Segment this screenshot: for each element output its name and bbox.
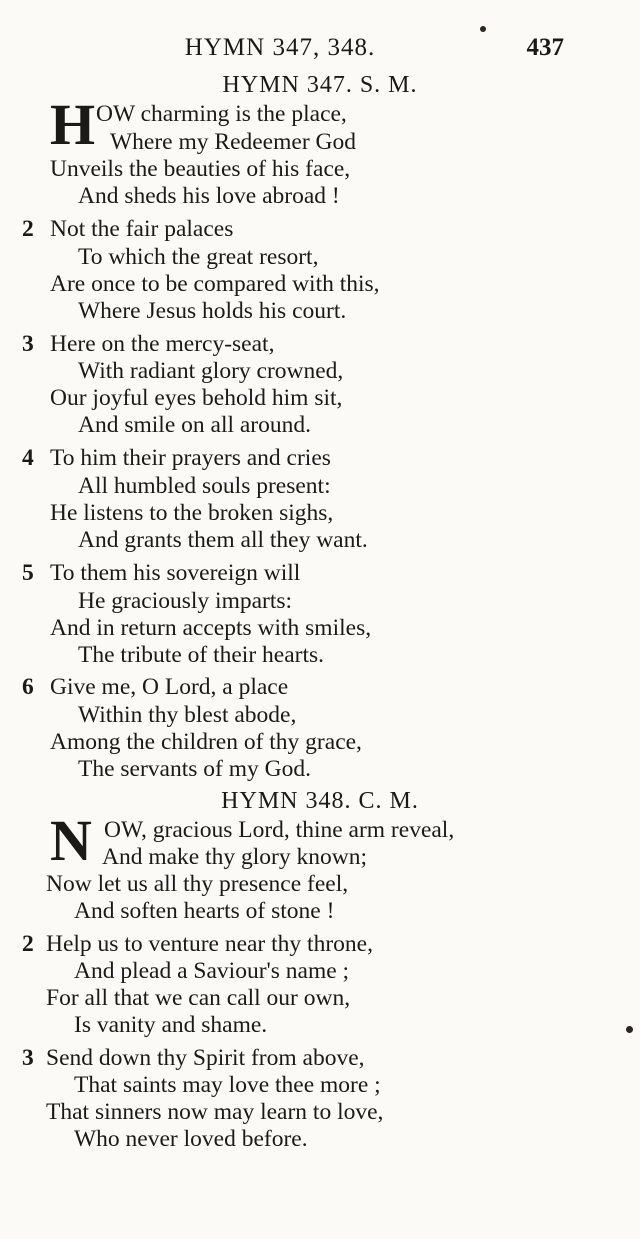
- hymn-348-s3-l1: Send down thy Spirit from above,: [46, 1045, 365, 1071]
- hymn-347-s6-l1: Give me, O Lord, a place: [50, 674, 289, 700]
- hymn-348-s1-l3: Now let us all thy presence feel,: [46, 871, 349, 897]
- hymn-347-s6-l4: The servants of my God.: [78, 756, 311, 782]
- hymn-347-s4-l1: To him their prayers and cries: [50, 445, 331, 471]
- hymn-347-s1-l2: Where my Redeemer God: [110, 129, 356, 155]
- hymn-348-s2-l2: And plead a Saviour's name ;: [74, 958, 350, 984]
- hymn-348-s1-l4: And soften hearts of stone !: [74, 898, 335, 924]
- hymn-347-s3-l2: With radiant glory crowned,: [78, 358, 344, 384]
- hymn-347-s5-number: 5: [22, 560, 34, 586]
- hymn-348-s3-l2: That saints may love thee more ;: [74, 1072, 381, 1098]
- hymn-348-dropcap: N: [50, 808, 92, 873]
- hymn-347-s6-number: 6: [22, 674, 34, 700]
- hymn-347-s6-l3: Among the children of thy grace,: [50, 729, 362, 755]
- hymn-347-s2-number: 2: [22, 216, 34, 242]
- hymn-348-s3-l3: That sinners now may learn to love,: [46, 1099, 384, 1125]
- hymn-348-s1-l2: And make thy glory known;: [102, 844, 367, 870]
- hymn-347-s4-number: 4: [22, 445, 34, 471]
- hymn-348-s2-l4: Is vanity and shame.: [74, 1012, 268, 1038]
- ink-speck: [626, 1026, 633, 1033]
- hymn-348-s2-l3: For all that we can call our own,: [46, 985, 351, 1011]
- page-number: 437: [526, 34, 564, 61]
- hymn-348-heading: HYMN 348. C. M.: [221, 788, 419, 814]
- running-head: [0, 34, 640, 68]
- hymn-347-s5-l1: To them his sovereign will: [50, 560, 301, 586]
- hymn-347-s6-l2: Within thy blest abode,: [78, 702, 297, 728]
- hymn-347-s2-l3: Are once to be compared with this,: [50, 271, 380, 297]
- hymn-347-s5-l3: And in return accepts with smiles,: [50, 615, 372, 641]
- hymn-347-s2-l4: Where Jesus holds his court.: [78, 298, 347, 324]
- hymn-347-s4-l4: And grants them all they want.: [78, 527, 368, 553]
- hymn-347-s4-l3: He listens to the broken sighs,: [50, 500, 334, 526]
- hymn-348-s3-number: 3: [22, 1045, 34, 1071]
- hymn-347-s3-l4: And smile on all around.: [78, 412, 312, 438]
- hymn-348-s1-l1: OW, gracious Lord, thine arm reveal,: [104, 817, 455, 843]
- hymn-347-heading: HYMN 347. S. M.: [222, 72, 418, 98]
- hymn-347-s3-l1: Here on the mercy-seat,: [50, 331, 275, 357]
- hymn-347-s1-l3: Unveils the beauties of his face,: [50, 156, 351, 182]
- hymn-347-s5-l4: The tribute of their hearts.: [78, 642, 325, 668]
- hymn-348-s2-l1: Help us to venture near thy throne,: [46, 931, 373, 957]
- hymn-347-s2-l1: Not the fair palaces: [50, 216, 234, 242]
- hymn-347-s1-l1: OW charming is the place,: [96, 101, 347, 127]
- hymn-347-dropcap: H: [50, 92, 96, 157]
- hymn-347-s3-l3: Our joyful eyes behold him sit,: [50, 385, 343, 411]
- hymn-347-s4-l2: All humbled souls present:: [78, 473, 331, 499]
- hymn-347-s2-l2: To which the great resort,: [78, 244, 319, 270]
- ink-speck: [480, 26, 486, 32]
- hymn-348-s2-number: 2: [22, 931, 34, 957]
- running-title: HYMN 347, 348.: [184, 34, 376, 61]
- hymn-348-s3-l4: Who never loved before.: [74, 1126, 308, 1152]
- hymn-347-s3-number: 3: [22, 331, 34, 357]
- hymn-347-s5-l2: He graciously imparts:: [78, 588, 293, 614]
- hymn-347-s1-l4: And sheds his love abroad !: [78, 183, 340, 209]
